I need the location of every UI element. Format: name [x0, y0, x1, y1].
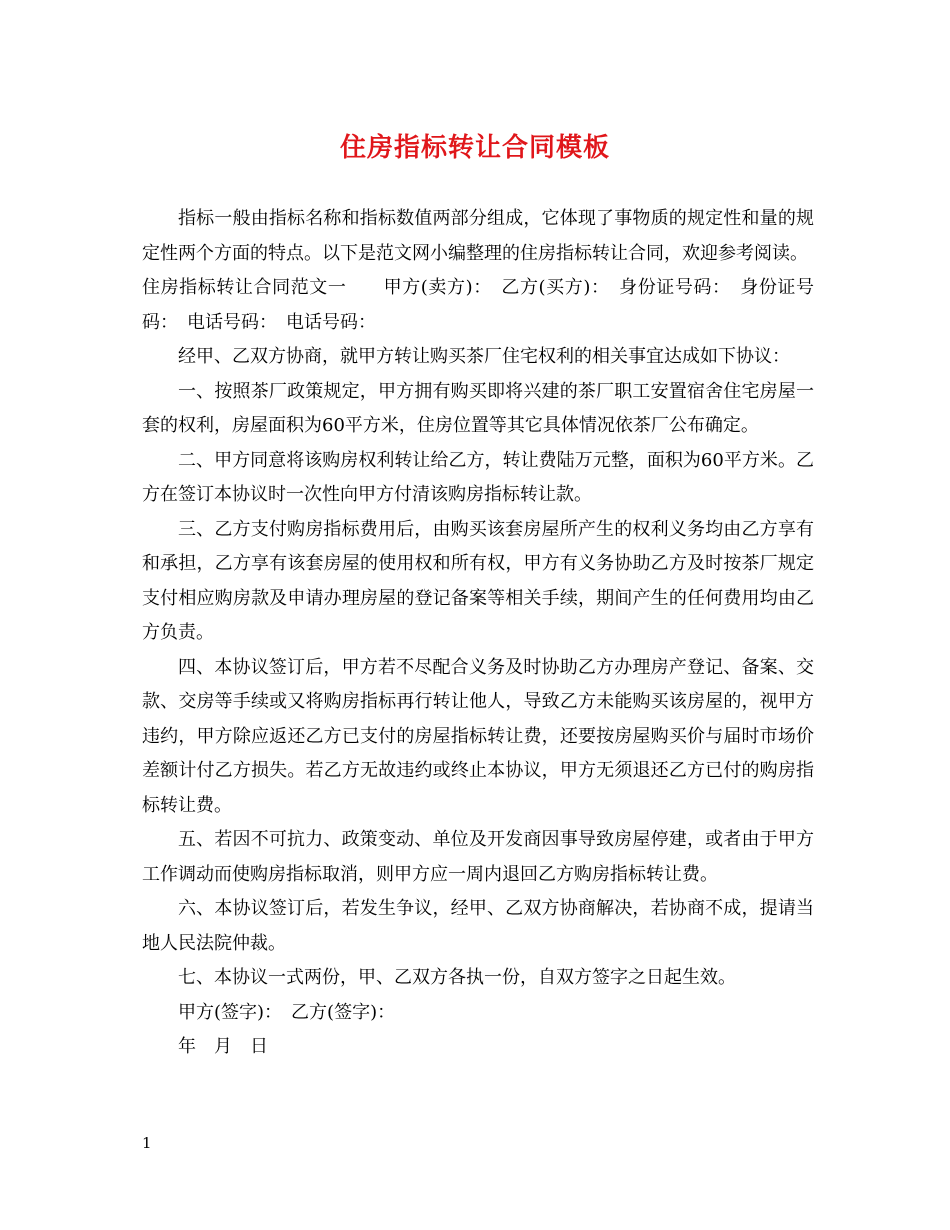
clause-4: 四、本协议签订后，甲方若不尽配合义务及时协助乙方办理房产登记、备案、交款、交房等手续或又将购房指标再行转让他人，导致乙方未能购买该房屋的，视甲方违约，甲方除应返还乙方已支付的房屋指标转让费，还要按房屋购买价与届时市场价差额计付乙方损失。若乙方无故违约或终止本协议，甲方无须退还乙方已付的购房指标转让费。 — [142, 656, 814, 816]
page-number: 1 — [142, 1134, 152, 1152]
intro-paragraph: 指标一般由指标名称和指标数值两部分组成，它体现了事物质的规定性和量的规定性两个方面的特点。以下是范文网小编整理的住房指标转让合同，欢迎参考阅读。 — [142, 208, 814, 264]
agreement-preamble: 经甲、乙双方协商，就甲方转让购买茶厂住宅权利的相关事宜达成如下协议： — [178, 346, 790, 367]
clause-3: 三、乙方支付购房指标费用后，由购买该套房屋所产生的权利义务均由乙方享有和承担，乙方享有该套房屋的使用权和所有权，甲方有义务协助乙方及时按茶厂规定支付相应购房款及申请办理房屋的登记备案等相关手续，期间产生的任何费用均由乙方负责。 — [142, 518, 814, 643]
clause-7: 七、本协议一式两份，甲、乙双方各执一份，自双方签字之日起生效。 — [178, 967, 736, 988]
document-body — [142, 202, 814, 1065]
clause-1: 一、按照茶厂政策规定，甲方拥有购买即将兴建的茶厂职工安置宿舍住宅房屋一套的权利，房屋面积为60平方米，住房位置等其它具体情况依茶厂公布确定。 — [142, 380, 814, 436]
date-line: 年 月 日 — [178, 1036, 268, 1057]
parties-info-paragraph: 住房指标转让合同范文一 甲方(卖方)： 乙方(买方)： 身份证号码： 身份证号码： 电话号码： 电话号码： — [142, 277, 814, 333]
clause-5: 五、若因不可抗力、政策变动、单位及开发商因事导致房屋停建，或者由于甲方工作调动而使购房指标取消，则甲方应一周内退回乙方购房指标转让费。 — [142, 829, 814, 885]
signature-line: 甲方(签字)： 乙方(签字)： — [178, 1001, 396, 1023]
document-title: 住房指标转让合同模板 — [339, 133, 610, 163]
clause-2: 二、甲方同意将该购房权利转让给乙方，转让费陆万元整，面积为60平方米。乙方在签订本协议时一次性向甲方付清该购房指标转让款。 — [142, 449, 814, 505]
clause-6: 六、本协议签订后，若发生争议，经甲、乙双方协商解决，若协商不成，提请当地人民法院仲裁。 — [142, 898, 814, 954]
